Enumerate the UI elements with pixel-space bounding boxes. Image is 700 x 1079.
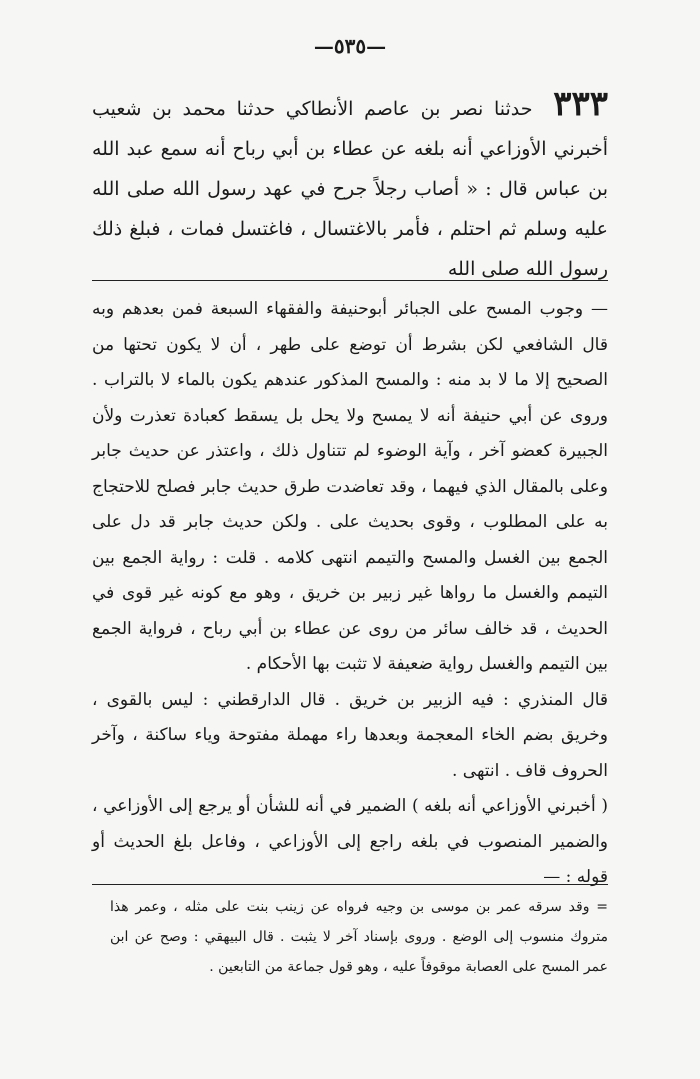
hadith-number: ٣٣٣ xyxy=(553,84,608,124)
main-divider xyxy=(92,280,608,281)
commentary-paragraph: ( أخبرني الأوزاعي أنه بلغه ) الضمير في أنه للشأن أو يرجع إلى الأوزاعي ، والضمير المنصوب في بلغه راجع إلى الأوزاعي ، وفاعل بلغ الحديث أو قوله : — xyxy=(92,796,608,887)
hadith-text-block xyxy=(92,84,608,289)
commentary-block xyxy=(92,292,608,896)
commentary-paragraph: — وجوب المسح على الجبائر أبوحنيفة والفقهاء السبعة فمن بعدهم وبه قال الشافعي لكن بشرط أن توضع على طهر ، أن لا يكون تحتها من الصحيح إلا ما لا بد منه : والمسح المذكور عندهم يكون بالماء لا بالتراب . وروى عن أبي حنيفة أنه لا يمسح ولا يحل بل يسقط كعبادة تعذرت ولأن الجبيرة كعضو آخر ، وآية الوضوء لم تتناول ذلك ، واعتذر عن حديث جابر وعلى بالمقال الذي فيهما ، وقد تعاضدت طرق حديث جابر فصلح للاحتجاج به على المطلوب ، وقوى بحديث على . ولكن حديث جابر قد دل على الجمع بين الغسل والمسح والتيمم انتهى كلامه . قلت : رواية الجمع بين التيمم والغسل ما رواها غير زبير بن خريق ، وهو مع كونه غير قوى في الحديث ، قد خالف سائر من روى عن عطاء بن أبي رباح ، فرواية الجمع بين التيمم والغسل رواية ضعيفة لا تثبت بها الأحكام . xyxy=(92,299,608,674)
hadith-text: حدثنا نصر بن عاصم الأنطاكي حدثنا محمد بن شعيب أخبرني الأوزاعي أنه بلغه عن عطاء بن أبي رباح أنه سمع عبد الله بن عباس قال : « أصاب رجلاً جرح في عهد رسول الله صلى الله عليه وسلم ثم احتلم ، فأمر بالاغتسال ، فاغتسل فمات ، فبلغ ذلك رسول الله صلى الله xyxy=(92,98,608,280)
footnote: = وقد سرقه عمر بن موسى بن وجيه فرواه عن زينب بنت على مثله ، وعمر هذا متروك منسوب إلى الوضع . وروى بإسناد آخر لا يثبت . قال البيهقي : وصح عن ابن عمر المسح على العصابة موقوفاً عليه ، وهو قول جماعة من التابعين . xyxy=(110,899,608,975)
footnote-divider xyxy=(92,884,608,885)
commentary-paragraph: قال المنذري : فيه الزبير بن خريق . قال الدارقطني : ليس بالقوى ، وخريق بضم الخاء المعجمة وبعدها راء مهملة مفتوحة وياء ساكنة ، وآخر الحروف قاف . انتهى . xyxy=(92,689,608,781)
page-number: —٥٣٥— xyxy=(313,34,387,58)
